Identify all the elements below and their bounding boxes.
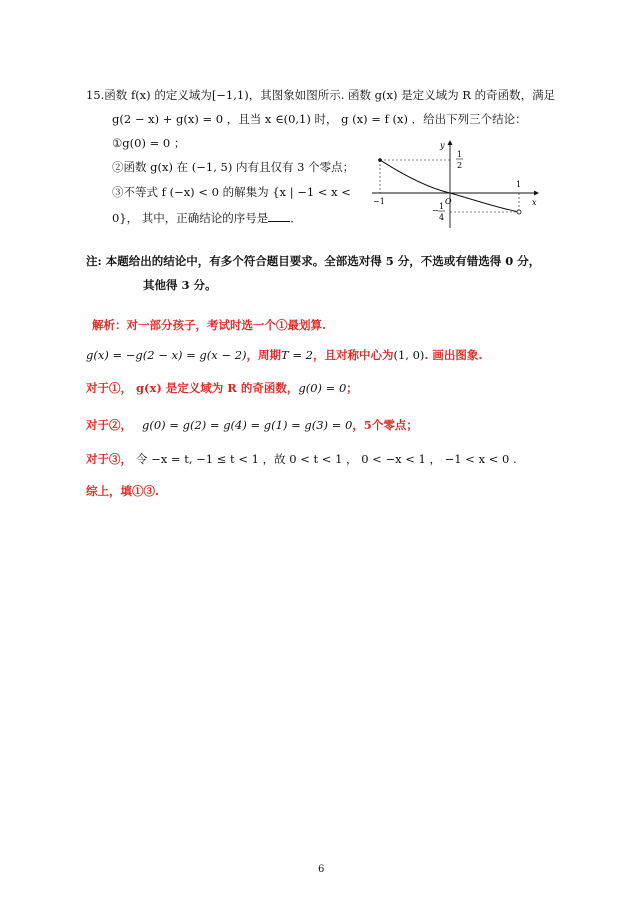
y-axis-label: y [440,141,445,150]
reasoning-1-end: ； [346,381,358,395]
answer-prompt-end: ． [290,211,302,225]
center-label: ，且对称中心为 [312,348,394,362]
closed-endpoint [378,158,382,162]
reasoning-2-equation: g(0) = g(2) = g(4) = g(1) = g(3) = 0 [142,418,353,432]
scoring-note-line-1: 注: 本题给出的结论中，有多个符合题目要求。全部选对得 5 分，不选或有错选得 0 分， [86,254,541,268]
conclusion-item-3: ③不等式 f (−x) < 0 的解集为 {x | −1 < x < [112,185,351,199]
answer-prompt: 0}， 其中，正确结论的序号是 [112,211,269,225]
x-axis-label: x [532,198,537,207]
problem-line-2: g(2 − x) + g(x) = 0 ，且当 x ∈(0,1) 时， g (x) = f (x) ．给出下列三个结论： [112,112,527,126]
conclusion-item-3-cont [112,211,302,225]
reasoning-item-3 [86,452,517,466]
quarter-denominator: 4 [439,213,445,222]
half-numerator: 1 [457,150,463,159]
reasoning-item-1 [86,381,358,395]
reasoning-1-label: 对于①， [86,381,132,395]
reasoning-2-end: ； [406,418,418,432]
quarter-sign: − [432,206,439,215]
center-point: (1, 0) [393,348,425,362]
tick-label-one: 1 [516,180,522,189]
page-number: 6 [318,864,325,875]
period-value: T = 2 [281,348,313,362]
quarter-numerator: 1 [439,202,445,211]
reasoning-item-2 [86,418,418,432]
answer-blank [268,211,290,222]
reasoning-1-text: g(x) 是定义域为 R 的奇函数， [136,381,299,395]
conclusion-item-1: ①g(0) = 0 ； [112,136,186,150]
open-endpoint [517,210,521,214]
origin-label: O [445,197,452,206]
periodicity-equation: g(x) = −g(2 − x) = g(x − 2) [86,348,247,362]
conclusion-item-2: ②函数 g(x) 在 (−1, 5) 内有且仅有 3 个零点； [112,160,355,174]
reasoning-2-label: 对于②， [86,418,132,432]
reasoning-2-text: ，5个零点 [352,418,407,432]
tick-label-neg-one: −1 [373,197,385,206]
function-graph [370,138,540,230]
final-answer: 综上，填①③. [86,484,160,498]
reasoning-3-label: 对于③， [86,452,132,466]
reasoning-3-text: 令 −x = t, −1 ≤ t < 1 ，故 0 < t < 1 ， 0 < −x < 1 ， −1 < x < 0 . [136,452,517,466]
solution-equation-line [86,348,482,362]
problem-line-1: 15.函数 f(x) 的定义域为[−1,1)，其图象如图所示. 函数 g(x) 是定义域为 R 的奇函数，满足 [86,88,556,102]
solution-header: 解析：对一部分孩子，考试时选一个①最划算. [92,318,327,332]
reasoning-1-equation: g(0) = 0 [298,381,347,395]
y-axis-arrow [448,140,453,145]
draw-graph-note: . 画出图象. [424,348,483,362]
scoring-note-line-2: 其他得 3 分。 [143,278,217,292]
period-label: ，周期 [246,348,282,362]
x-axis-arrow [534,191,539,196]
half-denominator: 2 [457,161,463,170]
